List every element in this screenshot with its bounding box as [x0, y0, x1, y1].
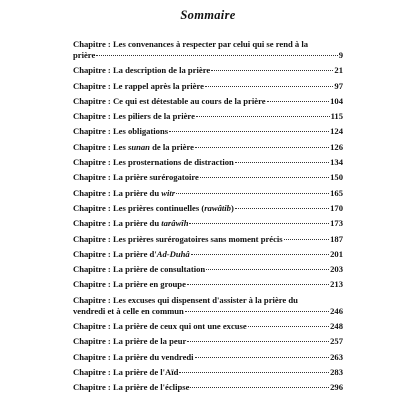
- title-italic-term: Ad-Duhâ: [156, 248, 190, 259]
- page-number: 21: [334, 65, 343, 76]
- dot-leader: [211, 70, 333, 71]
- toc-entry: [73, 188, 343, 199]
- toc-entry-title: Chapitre : Les obligations: [73, 126, 169, 137]
- page-number: 263: [330, 351, 343, 362]
- dot-leader: [96, 55, 337, 56]
- dot-leader: [189, 223, 329, 224]
- toc-entry: [73, 172, 343, 183]
- toc-entry: [73, 218, 343, 229]
- page-number: 170: [330, 202, 343, 213]
- dot-leader: [187, 284, 329, 285]
- dot-leader: [169, 131, 329, 132]
- toc-entry-line: vendredi et à celle en commun: [73, 305, 184, 316]
- dot-leader: [284, 239, 329, 240]
- toc-entry-title: Chapitre : Les prières surérogatoires sans moment précis: [73, 233, 283, 244]
- toc-entry-title: Chapitre : Les piliers de la prière: [73, 111, 195, 122]
- toc-entry-title: Chapitre : La prière de l'Aïd: [73, 366, 179, 377]
- toc-entry: [73, 126, 343, 137]
- page-number: 296: [330, 382, 343, 393]
- title-italic-term: tarâwîh: [161, 218, 189, 229]
- dot-leader: [196, 116, 330, 117]
- toc-entry: [73, 111, 343, 122]
- toc-entry-title: Chapitre : Les prosternations de distraction: [73, 157, 234, 168]
- dot-leader: [267, 101, 330, 102]
- dot-leader: [195, 357, 330, 358]
- toc-entry: [73, 295, 343, 317]
- page-number: 203: [330, 264, 343, 275]
- dot-leader: [206, 269, 329, 270]
- toc-entry: [73, 81, 343, 92]
- toc-entry-title: Chapitre : La prière en groupe: [73, 279, 186, 290]
- toc-entry-title: Chapitre : Ce qui est détestable au cours de la prière: [73, 95, 266, 106]
- toc-entry-title: Chapitre : La prière du vendredi: [73, 351, 194, 362]
- toc-entry: [73, 157, 343, 168]
- toc-entry: [73, 382, 343, 393]
- dot-leader: [190, 387, 329, 388]
- page-number: 283: [330, 366, 343, 377]
- toc-entry: [73, 39, 343, 61]
- title-prefix: Chapitre : La prière du: [73, 187, 162, 198]
- title-prefix: Chapitre : La prière du: [73, 218, 162, 229]
- page-number: 104: [330, 95, 343, 106]
- page-number: 246: [330, 305, 343, 316]
- page-number: 9: [338, 50, 343, 60]
- toc-entry-title: Chapitre : La prière de consultation: [73, 264, 206, 275]
- page-number: 134: [330, 157, 343, 168]
- dot-leader: [205, 86, 333, 87]
- dot-leader: [248, 326, 329, 327]
- title-italic-term: rawâtib: [204, 202, 231, 213]
- page-number: 126: [330, 141, 343, 152]
- page-number: 173: [330, 218, 343, 229]
- title-suffix: ): [230, 202, 234, 213]
- page-number: 257: [330, 336, 343, 347]
- toc-entry-title: Chapitre : La prière surérogatoire: [73, 172, 199, 183]
- page-number: 150: [330, 172, 343, 183]
- title-prefix: Chapitre : Les prières continuelles (: [73, 202, 205, 213]
- dot-leader: [176, 193, 329, 194]
- toc-entry-title: [73, 188, 175, 199]
- toc-entry: [73, 367, 343, 378]
- toc-entry: [73, 264, 343, 275]
- page-number: 187: [330, 233, 343, 244]
- toc-entry-title: Chapitre : La prière de l'éclipse: [73, 382, 190, 393]
- page-number: 165: [330, 187, 343, 198]
- toc-entry: [73, 142, 343, 153]
- toc-entry: [73, 321, 343, 332]
- dot-leader: [187, 341, 329, 342]
- toc-entry-title: Chapitre : La description de la prière: [73, 65, 211, 76]
- page-title: Sommaire: [180, 8, 236, 22]
- page-number: 124: [330, 126, 343, 137]
- title-prefix: Chapitre : Les: [73, 141, 128, 152]
- toc-entry: [73, 234, 343, 245]
- page-number: 201: [330, 248, 343, 259]
- toc-entry-title: [73, 203, 234, 214]
- toc-entry: [73, 279, 343, 290]
- toc-entry: [73, 65, 343, 76]
- page-number: 97: [334, 80, 343, 91]
- table-of-contents: [73, 39, 343, 398]
- title-italic-term: sunan: [127, 141, 150, 152]
- toc-entry-line: prière: [73, 50, 96, 60]
- toc-entry: [73, 352, 343, 363]
- toc-entry-title: [73, 218, 188, 229]
- page-number: 213: [330, 279, 343, 290]
- dot-leader: [235, 162, 329, 163]
- toc-entry-title: Chapitre : Le rappel après la prière: [73, 80, 204, 91]
- toc-entry-line: Chapitre : Les excuses qui dispensent d'assister à la prière du: [73, 294, 298, 305]
- title-prefix: Chapitre : La prière d': [73, 248, 157, 259]
- toc-entry-title: Chapitre : La prière de la peur: [73, 336, 187, 347]
- toc-entry-title: [73, 142, 194, 153]
- page-number: 248: [330, 321, 343, 332]
- dot-leader: [235, 208, 329, 209]
- dot-leader: [191, 254, 329, 255]
- toc-entry: [73, 336, 343, 347]
- toc-entry: [73, 203, 343, 214]
- toc-entry-line: Chapitre : Les convenances à respecter par celui qui se rend à la: [73, 39, 309, 49]
- page-number: 115: [330, 111, 343, 122]
- dot-leader: [200, 177, 329, 178]
- toc-entry: [73, 96, 343, 107]
- title-suffix: de la prière: [149, 141, 194, 152]
- toc-entry: [73, 249, 343, 260]
- title-italic-term: witr: [161, 187, 176, 198]
- dot-leader: [195, 147, 329, 148]
- toc-entry-title: [73, 249, 190, 260]
- dot-leader: [185, 311, 329, 312]
- dot-leader: [179, 372, 329, 373]
- toc-entry-title: Chapitre : La prière de ceux qui ont une excuse: [73, 321, 247, 332]
